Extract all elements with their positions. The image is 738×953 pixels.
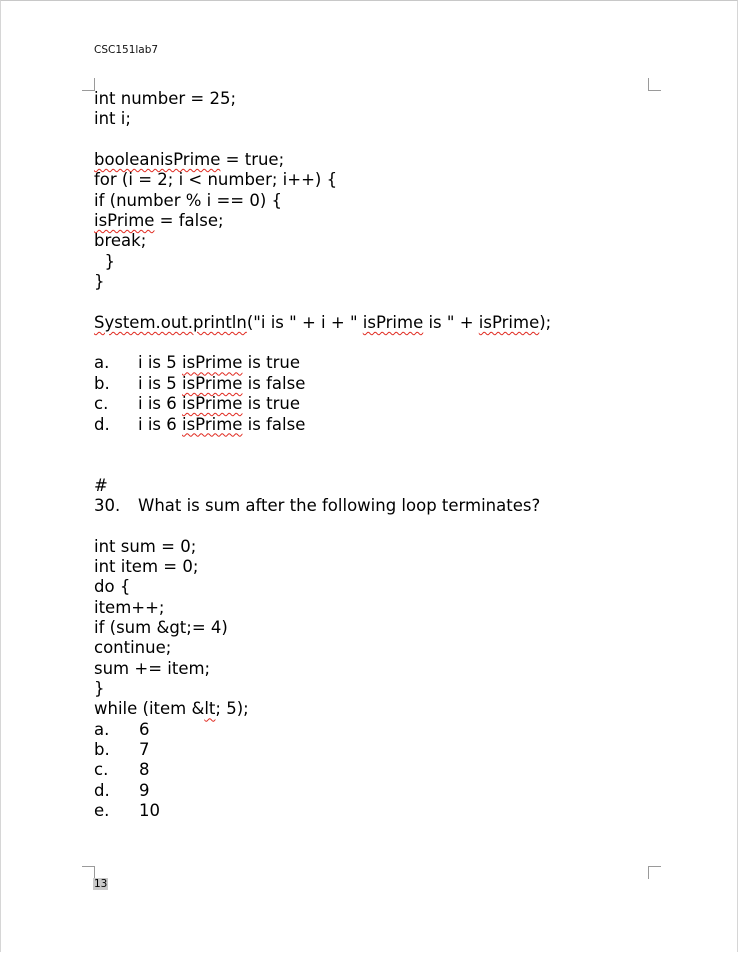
code-line: while (item &lt; 5); bbox=[94, 699, 249, 719]
answer-option: b. 7 bbox=[94, 740, 150, 759]
answer-option: a. 6 bbox=[94, 719, 150, 739]
blank-line bbox=[94, 130, 654, 150]
answer-option: d. i is 6 isPrime is false bbox=[94, 414, 306, 434]
page-number: 13 bbox=[94, 878, 108, 890]
code-line: } bbox=[94, 678, 105, 698]
code-line: continue; bbox=[94, 638, 172, 658]
misspelled-word: isPrime bbox=[362, 312, 424, 332]
code-line: booleanisPrime = true; bbox=[94, 150, 285, 170]
blank-line bbox=[94, 435, 654, 455]
question-30 bbox=[94, 496, 654, 516]
code-line: if (number % i == 0) { bbox=[94, 190, 283, 210]
misspelled-word: System.out.println bbox=[94, 312, 247, 332]
crop-mark-bottom-right bbox=[648, 866, 661, 879]
answer-option: a. i is 5 isPrime is true bbox=[94, 353, 300, 373]
blank-line bbox=[94, 292, 654, 312]
blank-line bbox=[94, 516, 654, 536]
answer-option: b. i is 5 isPrime is false bbox=[94, 373, 306, 393]
question-number: 30. bbox=[94, 495, 121, 515]
answer-option: d. 9 bbox=[94, 780, 150, 800]
code-line: System.out.println("i is " + i + " isPrime is " + isPrime); bbox=[94, 312, 552, 332]
misspelled-word: isPrime bbox=[94, 211, 155, 231]
code-line: sum += item; bbox=[94, 658, 211, 678]
code-line: } bbox=[94, 272, 105, 292]
misspelled-word: lt bbox=[204, 699, 216, 719]
code-line: int i; bbox=[94, 109, 131, 129]
page-header: CSC151lab7 bbox=[94, 44, 159, 56]
blank-line bbox=[94, 333, 654, 353]
code-line: isPrime = false; bbox=[94, 211, 224, 231]
code-line: break; bbox=[94, 231, 147, 251]
document-body[interactable] bbox=[94, 89, 654, 821]
question-text: What is sum after the following loop terminates? bbox=[138, 495, 541, 515]
code-line: for (i = 2; i < number; i++) { bbox=[94, 170, 338, 190]
code-line: if (sum &gt;= 4) bbox=[94, 617, 228, 637]
misspelled-word: isPrime bbox=[478, 312, 540, 332]
code-line: } bbox=[94, 251, 115, 271]
answer-option: c. 8 bbox=[94, 760, 150, 780]
code-line: item++; bbox=[94, 597, 165, 617]
misspelled-word: booleanisPrime bbox=[94, 150, 221, 170]
code-line: int sum = 0; bbox=[94, 536, 197, 556]
blank-line bbox=[94, 455, 654, 475]
code-line: int item = 0; bbox=[94, 556, 199, 576]
code-line: int number = 25; bbox=[94, 89, 237, 108]
question-marker: # bbox=[94, 475, 108, 495]
code-line: do { bbox=[94, 577, 131, 597]
answer-option: e. 10 bbox=[94, 801, 160, 821]
answer-option: c. i is 6 isPrime is true bbox=[94, 394, 300, 414]
